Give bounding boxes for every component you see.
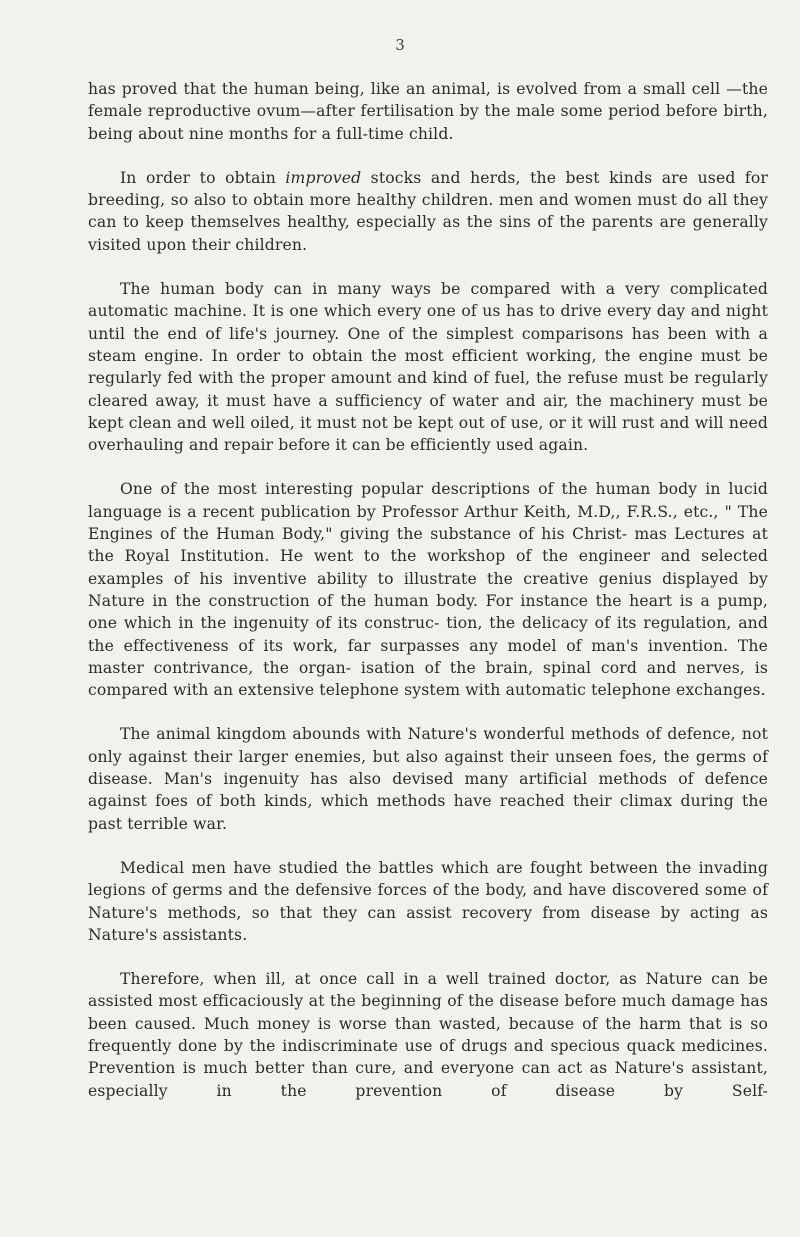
body-text — [88, 78, 768, 1124]
emphasis-improved: improved — [285, 168, 362, 187]
paragraph-continuation: has proved that the human being, like an animal, is evolved from a small cell —the female reproductive ovum—after fertilisation by the male some period before birth, being about nine months for a full-time child. — [88, 80, 768, 143]
paragraph-engines-of-human-body: One of the most interesting popular descriptions of the human body in lucid language is a recent publication by Professor Arthur Keith, M.D,, F.R.S., etc., " The Engines of the Human Body," giving the substance of his Christ- mas Lectures at the Royal Institution. He went to the workshop of the engineer and selected examples of his inventive ability to illustrate the creative genius displayed by Nature in the construction of the human body. For instance the heart is a pump, one which in the ingenuity of its construc- tion, the delicacy of its regulation, and the effectiveness of its work, far surpasses any model of man's invention. The master contrivance, the organ- isation of the brain, spinal cord and nerves, is compared with an extensive telephone system with automatic telephone exchanges. — [88, 480, 768, 700]
paragraph-text-tail: stocks and herds, the best kinds are used for breeding, so also to obtain more healthy children. men and women must do all they can to keep themselves healthy, especially as the sins of the parents are generally visited upon their children. — [88, 168, 768, 254]
page-number: 3 — [395, 36, 405, 54]
paragraph-call-doctor: Therefore, when ill, at once call in a well trained doctor, as Nature can be assisted most efficaciously at the beginning of the disease before much damage has been caused. Much money is worse than wasted, because of the harm that is so frequently done by the indiscriminate use of drugs and specious quack medicines. Prevention is much better than cure, and everyone can act as Nature's assistant, especially in the prevention of disease by Self- — [88, 970, 768, 1100]
paragraph-text-lead: In order to obtain — [120, 168, 286, 187]
paragraph-improved-stocks — [88, 167, 768, 256]
paragraph-automatic-machine: The human body can in many ways be compared with a very complicated automatic machine. It is one which every one of us has to drive every day and night until the end of life's journey. One of the simplest comparisons has been with a steam engine. In order to obtain the most efficient working, the engine must be regularly fed with the proper amount and kind of fuel, the refuse must be regularly cleared away, it must have a sufficiency of water and air, the machinery must be kept clean and well oiled, it must not be kept out of use, or it will rust and will need overhauling and repair before it can be efficiently used again. — [88, 280, 768, 455]
paragraph-animal-kingdom: The animal kingdom abounds with Nature's wonderful methods of defence, not only against their larger enemies, but also against their unseen foes, the germs of disease. Man's ingenuity has also devised many artificial methods of defence against foes of both kinds, which methods have reached their climax during the past terrible war. — [88, 725, 768, 833]
paragraph-medical-men: Medical men have studied the battles which are fought between the invading legions of germs and the defensive forces of the body, and have discovered some of Nature's methods, so that they can assist recovery from disease by acting as Nature's assistants. — [88, 858, 768, 944]
